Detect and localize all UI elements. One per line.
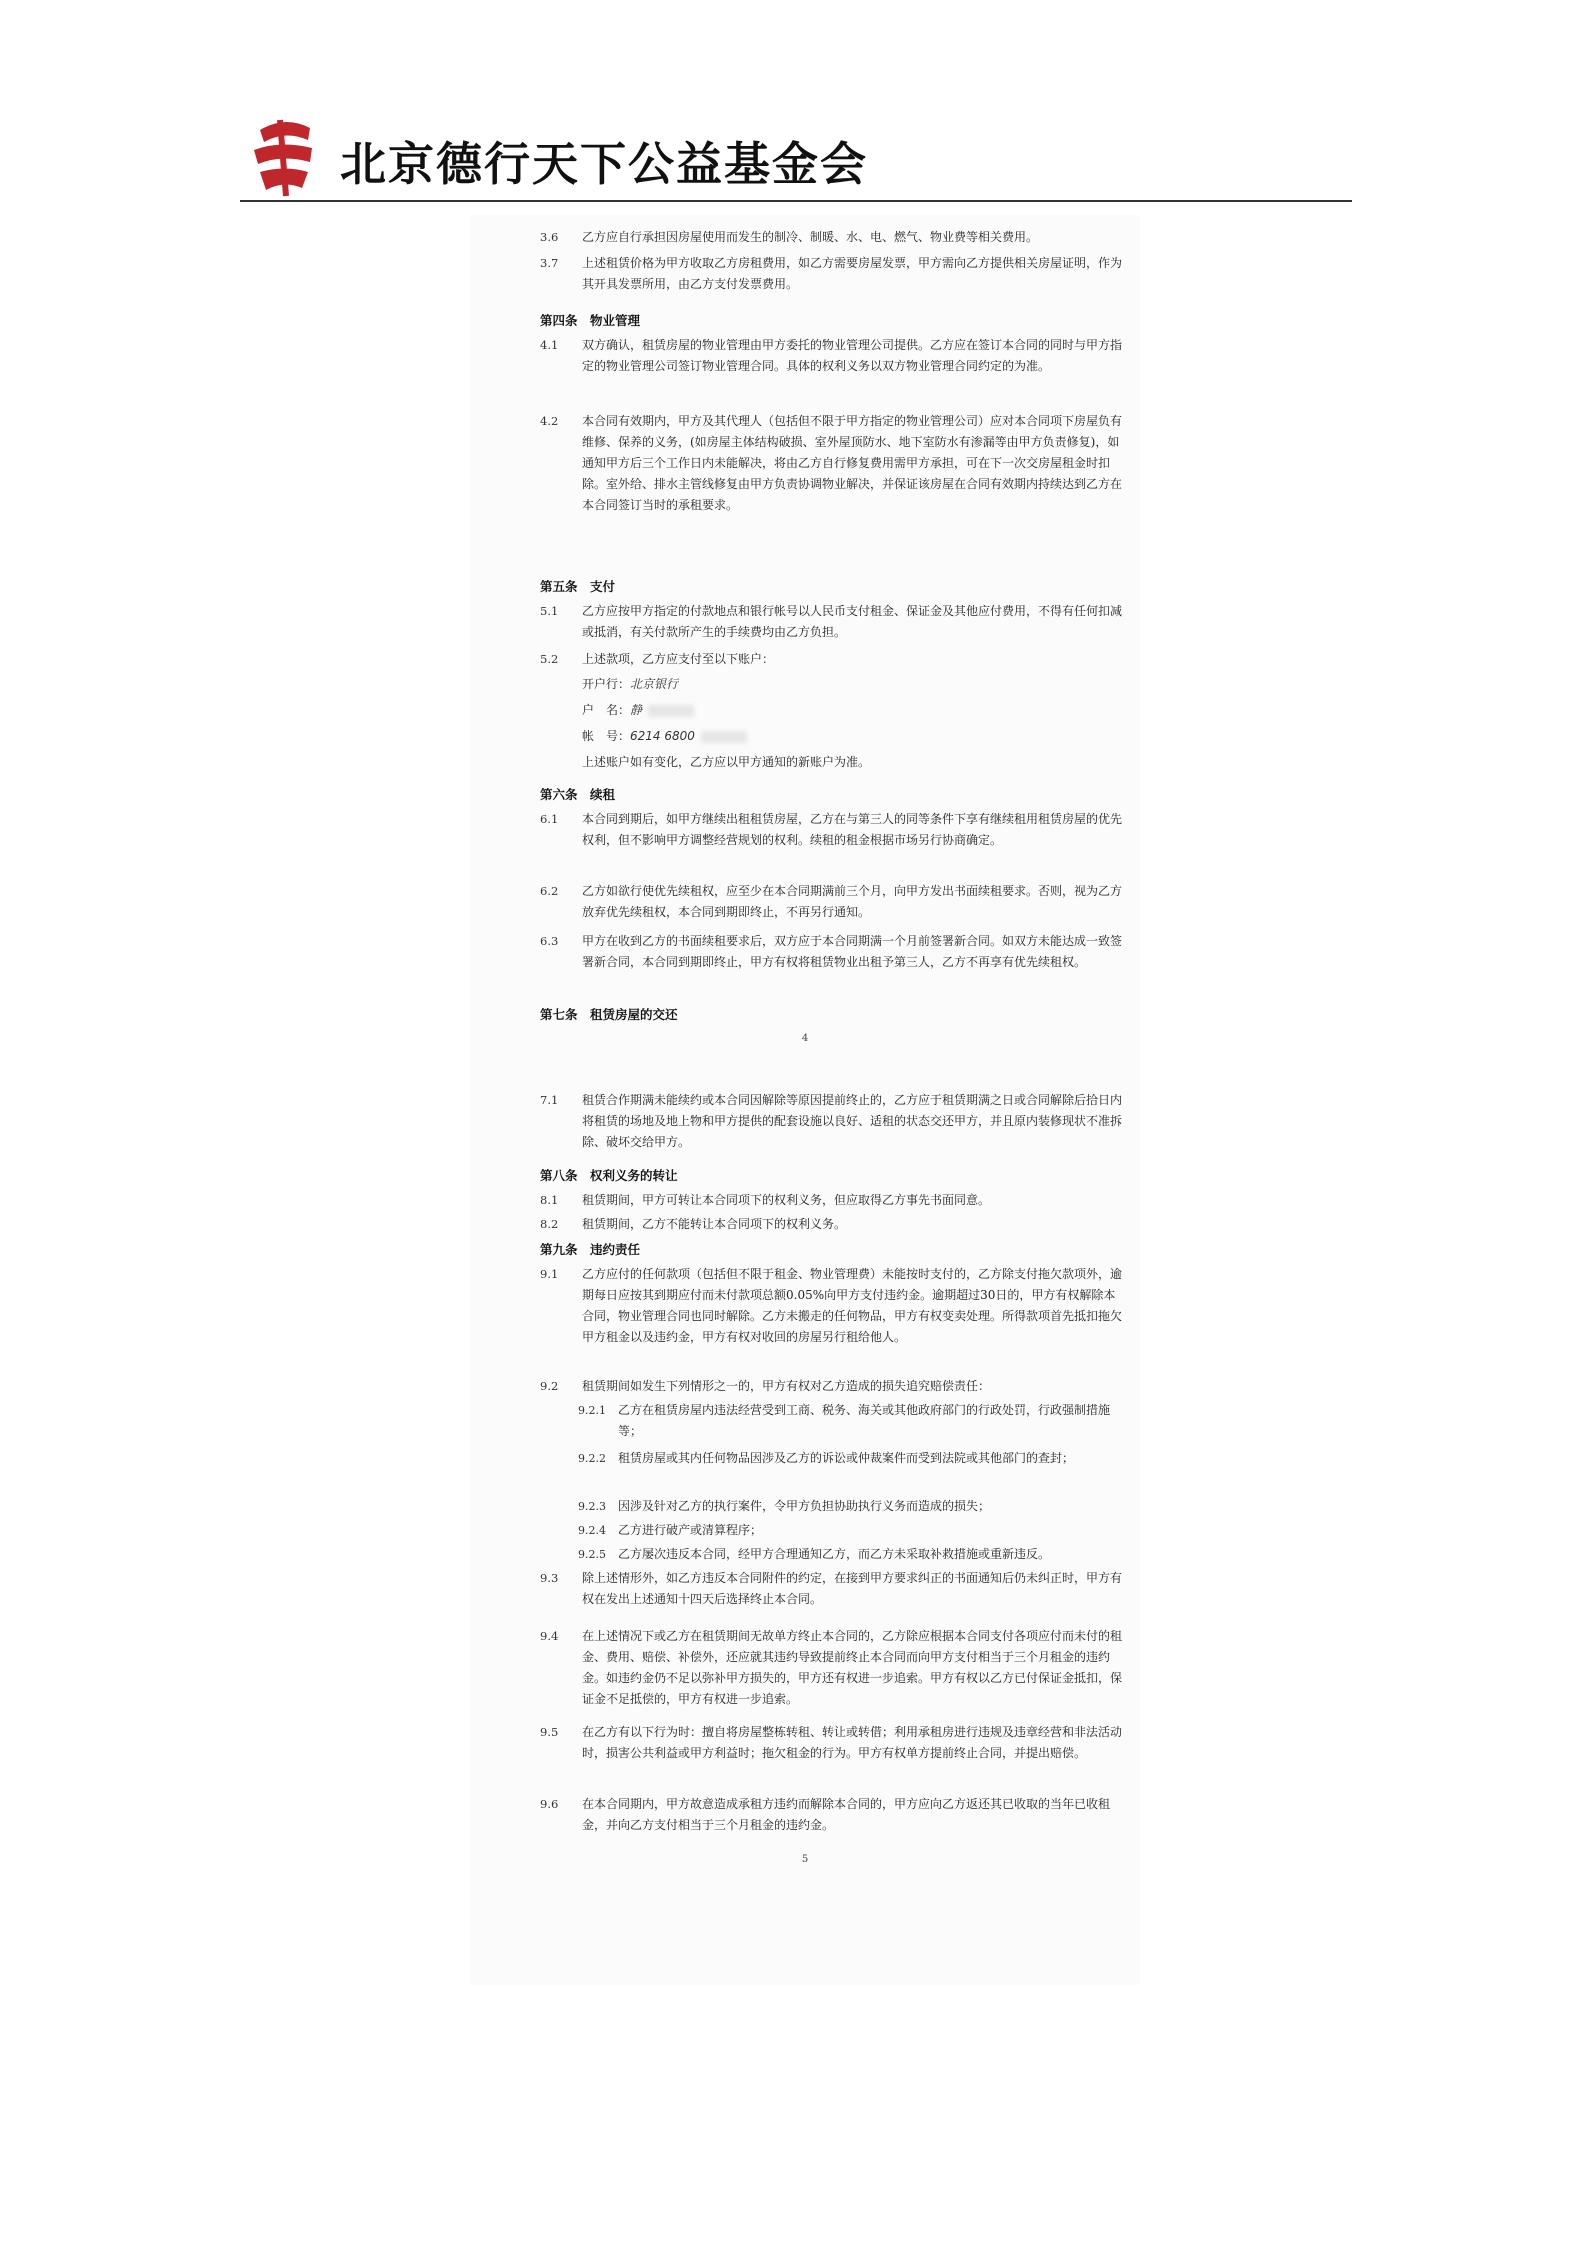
redacted-area [648, 705, 694, 717]
foundation-logo [240, 110, 330, 200]
page-number: 4 [801, 1033, 809, 1044]
account-number-value: 6214 6800 [630, 729, 695, 743]
bank-value: 北京银行 [630, 677, 679, 691]
page-number: 5 [801, 1854, 809, 1865]
account-change-note: 上述账户如有变化，乙方应以甲方通知的新账户为准。 [582, 755, 871, 769]
article-9-heading: 第九条 违约责任 [540, 1242, 641, 1257]
account-name-value: 静 [630, 703, 643, 717]
article-6-heading: 第六条 续租 [540, 787, 616, 802]
organization-name: 北京德行天下公益基金会 [340, 137, 868, 191]
bank-row: 开户行：北京银行 [582, 677, 679, 691]
scanned-contract [470, 215, 1140, 1985]
article-8-heading: 第八条 权利义务的转让 [540, 1168, 678, 1183]
redacted-area [701, 731, 747, 743]
account-number-row: 帐 号：6214 6800 [582, 727, 747, 744]
header-divider [240, 200, 1352, 202]
article-4-heading: 第四条 物业管理 [540, 313, 641, 328]
contract-page-5: 7.1 租赁合作期满未能续约或本合同因解除等原因提前终止的，乙方应于租赁期满之日或合同解除后拾日内将租赁的场地及地上物和甲方提供的配套设施以良好、适租的状态交还甲方，并且原内装修现状不准拆除、破坏交给甲方。 第八条 权利义务的转让 8.1 租赁期间，甲方可转让本合同项下的权利义务，但应取得乙方事先书面同意。 8.2 租赁期间，乙方不能转让本合同项下的权利义务。 第九条 违约责任 9.1 乙方应付的任何款项（包括但不限于租金、物业管理费）未能按时支付的，乙方除支付拖欠款项外，逾期每日应按其到期应付而未付款项总额0.05%向甲方支付违约金。逾期超过30日的，甲方有权解除本合同，物业管理合同也同时解除。乙方未搬走的任何物品，甲方有权变卖处理。所得款项首先抵扣拖欠甲方租金以及违约金，甲方有权对收回的房屋另行租给他人。 9.2 租赁期间如发生下列情形之一的，甲方有权对乙方造成的损失追究赔偿责任： 9.2.1 乙方在租赁房屋内违法经营受到工商、税务、海关或其他政府部门的行政处罚，行政强制措施等； 9.2.2 租赁房屋或其内任何物品因涉及乙方的诉讼或仲裁案件而受到法院或其他部门的查封； 9.2.3 因涉及针对乙方的执行案件，令甲方负担协助执行义务而造成的损失； 9.2.4 乙方进行破产或清算程序； 9.2.5 乙方屡次违反本合同，经甲方合理通知乙方，而乙方未采取补救措施或重新违反。 9.3 除上述情形外，如乙方违反本合同附件的约定，在接到甲方要求纠正的书面通知后仍未纠正时，甲方有权在发出上述通知十四天后选择终止本合同。 9.4 在上述情况下或乙方在租赁期间无故单方终止本合同的，乙方除应根据本合同支付各项应付而未付的租金、费用、赔偿、补偿外，还应就其违约导致提前终止本合同而向甲方支付相当于三个月租金的违约金。如违约金仍不足以弥补甲方损失的，甲方还有权进一步追索。甲方有权以乙方已付保证金抵扣，保证金不足抵偿的，甲方有权进一步追索。 9.5 在乙方有以下行为时：擅自将房屋整栋转租、转让或转借；利用承租房进行违规及违章经营和非法活动时，损害公共利益或甲方利益时；拖欠租金的行为。甲方有权单方提前终止合同，并提出赔偿。 9.6 在本合同期内，甲方故意造成承租方违约而解除本合同的，甲方应向乙方返还其已收取的当年已收租金，并向乙方支付相当于三个月租金的违约金。 5 [470, 1070, 1140, 1985]
article-5-heading: 第五条 支付 [540, 579, 616, 594]
article-7-heading: 第七条 租赁房屋的交还 [540, 1007, 678, 1022]
contract-page-4: 3.6 乙方应自行承担因房屋使用而发生的制冷、制暖、水、电、燃气、物业费等相关费用。 3.7 上述租赁价格为甲方收取乙方房租费用，如乙方需要房屋发票，甲方需向乙方提供相关房屋证明，作为其开具发票所用，由乙方支付发票费用。 第四条 物业管理 4.1 双方确认，租赁房屋的物业管理由甲方委托的物业管理公司提供。乙方应在签订本合同的同时与甲方指定的物业管理公司签订物业管理合同。具体的权利义务以双方物业管理合同约定的为准。 4.2 本合同有效期内，甲方及其代理人（包括但不限于甲方指定的物业管理公司）应对本合同项下房屋负有维修、保养的义务，(如房屋主体结构破损、室外屋顶防水、地下室防水有渗漏等由甲方负责修复)，如通知甲方后三个工作日内未能解决，将由乙方自行修复费用需甲方承担，可在下一次交房屋租金时扣除。室外给、排水主管线修复由甲方负责协调物业解决，并保证该房屋在合同有效期内持续达到乙方在本合同签订当时的承租要求。 第五条 支付 5.1 乙方应按甲方指定的付款地点和银行帐号以人民币支付租金、保证金及其他应付费用，不得有任何扣减或抵消，有关付款所产生的手续费均由乙方负担。 5.2 上述款项，乙方应支付至以下账户： 开户行：北京银行 户 名：静 帐 号：6214 6800 上述账户如有变化，乙方应以甲方通知的新账户为准。 第六条 续租 6.1 本合同到期后，如甲方继续出租租赁房屋，乙方在与第三人的同等条件下享有继续租用租赁房屋的优先权利，但不影响甲方调整经营规划的权利。续租的租金根据市场另行协商确定。 6.2 乙方如欲行使优先续租权，应至少在本合同期满前三个月，向甲方发出书面续租要求。否则，视为乙方放弃优先续租权，本合同到期即终止，不再另行通知。 6.3 甲方在收到乙方的书面续租要求后，双方应于本合同期满一个月前签署新合同。如双方未能达成一致签署新合同，本合同到期即终止，甲方有权将租赁物业出租予第三人，乙方不再享有优先续租权。 第七条 租赁房屋的交还 4 [470, 215, 1140, 1055]
letterhead [240, 110, 1350, 210]
account-name-row: 户 名：静 [582, 701, 694, 718]
